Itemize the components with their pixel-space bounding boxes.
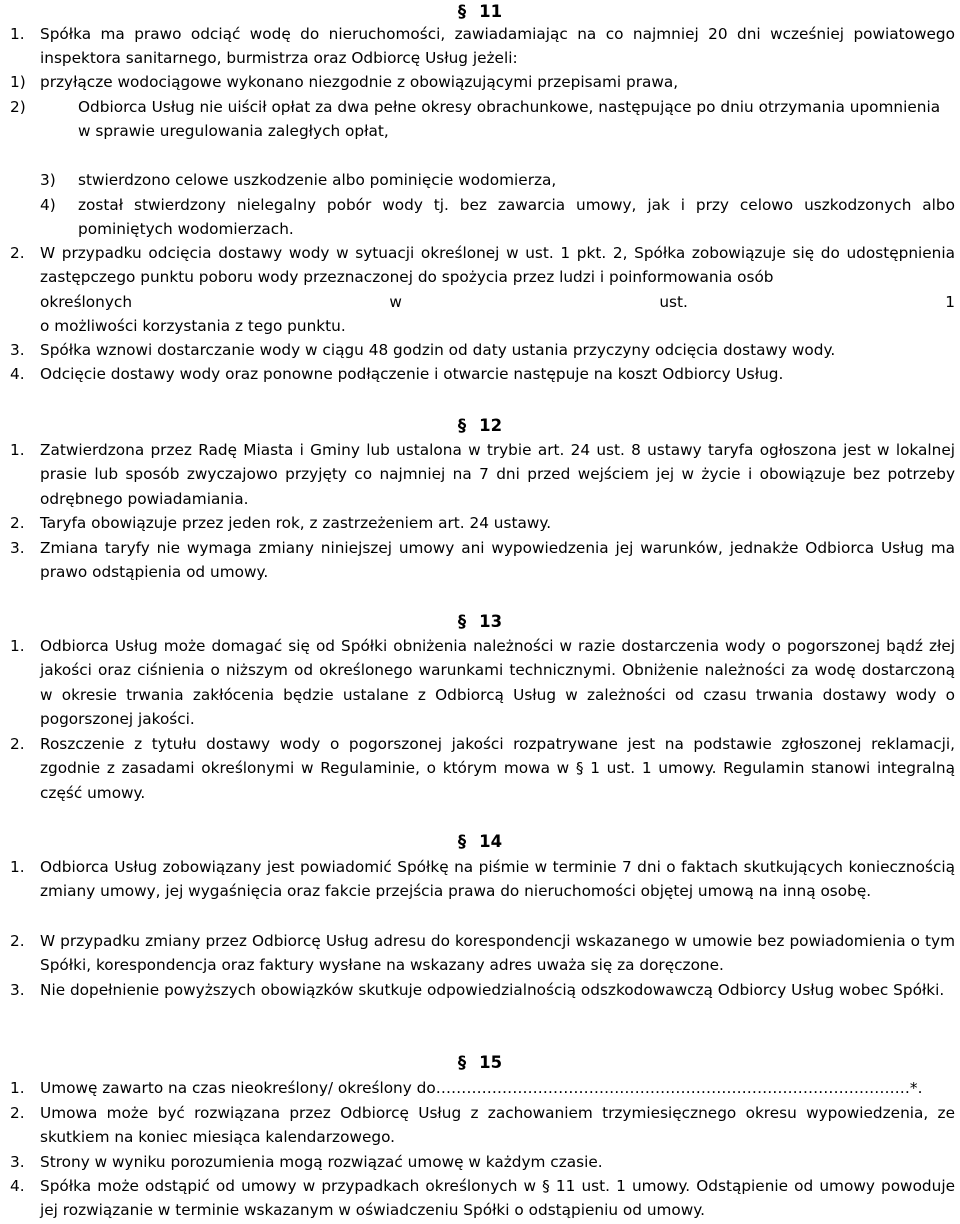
paragraph-15-2 (10, 1101, 955, 1150)
point-text: stwierdzono celowe uszkodzenie albo pominięcie wodomierza, (78, 171, 557, 189)
word: określonych (40, 292, 133, 311)
paragraph-13-1 (10, 634, 955, 731)
paragraph-number: 1. (10, 25, 25, 43)
paragraph-15-4 (10, 1174, 955, 1223)
paragraph-12-3 (10, 536, 955, 585)
paragraph-text-end: o możliwości korzystania z tego punktu. (40, 316, 346, 335)
paragraph-15-3 (10, 1150, 955, 1174)
paragraph-text: W przypadku zmiany przez Odbiorcę Usług adresu do korespondencji wskazanego w umowie bez powiadomienia o tym Spółki, korespondencja oraz faktury wysłane na wskazany adres uważa się za doręczone. (40, 932, 955, 975)
point-11-1-1 (10, 70, 955, 94)
word: 1 (945, 292, 955, 311)
paragraph-11-1 (10, 22, 955, 71)
paragraph-11-4 (10, 362, 955, 386)
paragraph-14-3 (10, 978, 955, 1002)
section-sign: § (457, 1053, 467, 1072)
paragraph-number: 1. (10, 858, 25, 876)
section-sign: § (457, 416, 467, 435)
point-11-1-2 (10, 95, 955, 144)
section-sign: § (457, 2, 467, 21)
paragraph-number: 1. (10, 441, 25, 459)
paragraph-text: Umowę zawarto na czas nieokreślony/ określony do…………………………………………………………………………………*. (40, 1079, 923, 1097)
paragraph-text: Umowa może być rozwiązana przez Odbiorcę Usług z zachowaniem trzymiesięcznego okresu wypowiedzenia, ze skutkiem na koniec miesiąca kalendarzowego. (40, 1104, 955, 1147)
point-number: 3) (40, 171, 56, 189)
section-heading-12 (0, 416, 960, 436)
paragraph-12-1 (10, 438, 955, 511)
section-number: 12 (479, 416, 503, 435)
paragraph-11-2 (10, 241, 955, 338)
paragraph-number: 2. (10, 932, 25, 950)
point-number: 1) (10, 73, 26, 91)
paragraph-14-1 (10, 855, 955, 904)
section-heading-14 (0, 832, 960, 852)
paragraph-text: Roszczenie z tytułu dostawy wody o pogorszonej jakości rozpatrywane jest na podstawie zgłoszonej reklamacji, zgodnie z zasadami określonymi w Regulaminie, o którym mowa w § 1 ust. 1 umowy. Regulamin stanowi integralną część umowy. (40, 735, 955, 802)
paragraph-number: 2. (10, 514, 25, 532)
section-heading-11 (0, 2, 960, 22)
paragraph-text: Zatwierdzona przez Radę Miasta i Gminy lub ustalona w trybie art. 24 ust. 8 ustawy taryfa ogłoszona jest w lokalnej prasie lub sposób zwyczajowo przyjęty co najmniej na 7 dni przed wejściem jej w życie i obowiązuje bez potrzeby odrębnego powiadamiania. (40, 441, 955, 508)
paragraph-number: 2. (10, 1104, 25, 1122)
section-heading-15 (0, 1053, 960, 1073)
point-11-1-3 (10, 168, 955, 192)
paragraph-number: 3. (10, 1153, 25, 1171)
section-heading-13 (0, 612, 960, 632)
point-number: 4) (40, 196, 56, 214)
section-number: 13 (479, 612, 503, 631)
point-11-1-4 (10, 193, 955, 242)
section-number: 11 (479, 2, 503, 21)
section-number: 14 (479, 832, 503, 851)
paragraph-number: 4. (10, 1177, 25, 1195)
point-text: przyłącze wodociągowe wykonano niezgodnie z obowiązującymi przepisami prawa, (40, 73, 679, 91)
word: ust. (659, 292, 688, 311)
paragraph-12-2 (10, 511, 955, 535)
paragraph-13-2 (10, 732, 955, 805)
paragraph-number: 1. (10, 1079, 25, 1097)
paragraph-number: 2. (10, 735, 25, 753)
paragraph-text: Zmiana taryfy nie wymaga zmiany niniejszej umowy ani wypowiedzenia jej warunków, jednakże Odbiorca Usług ma prawo odstąpienia od umowy. (40, 539, 955, 582)
section-sign: § (457, 832, 467, 851)
paragraph-11-3 (10, 338, 955, 362)
paragraph-text: Nie dopełnienie powyższych obowiązków skutkuje odpowiedzialnością odszkodowawczą Odbiorcy Usług wobec Spółki. (40, 981, 945, 999)
paragraph-number: 1. (10, 637, 25, 655)
paragraph-text: Odbiorca Usług może domagać się od Spółki obniżenia należności w razie dostarczenia wody o pogorszonej bądź złej jakości oraz ciśnienia o niższym od określonego warunkami technicznymi. Obniżenie należności za wodę dostarczoną w okresie trwania zakłócenia będzie ustalane z Odbiorcą Usług w zależności od czasu trwania dostawy wody o pogorszonej jakości. (40, 637, 955, 728)
section-sign: § (457, 612, 467, 631)
paragraph-number: 2. (10, 244, 25, 262)
paragraph-number: 3. (10, 981, 25, 999)
paragraph-14-2 (10, 929, 955, 978)
paragraph-15-1 (10, 1076, 955, 1100)
paragraph-number: 3. (10, 341, 25, 359)
paragraph-text: Spółka wznowi dostarczanie wody w ciągu 48 godzin od daty ustania przyczyny odcięcia dostawy wody. (40, 341, 836, 359)
paragraph-text: Taryfa obowiązuje przez jeden rok, z zastrzeżeniem art. 24 ustawy. (40, 514, 552, 532)
paragraph-text: Strony w wyniku porozumienia mogą rozwiązać umowę w każdym czasie. (40, 1153, 603, 1171)
point-number: 2) (10, 98, 26, 116)
paragraph-number: 4. (10, 365, 25, 383)
word: w (389, 292, 402, 311)
paragraph-text: W przypadku odcięcia dostawy wody w sytuacji określonej w ust. 1 pkt. 2, Spółka zobowiązuje się do udostępnienia zastępczego punktu poboru wody przeznaczonej do spożycia przez ludzi i poinformowania osób (40, 244, 955, 287)
section-number: 15 (479, 1053, 503, 1072)
paragraph-text: Odbiorca Usług zobowiązany jest powiadomić Spółkę na piśmie w terminie 7 dni o faktach skutkujących koniecznością zmiany umowy, jej wygaśnięcia oraz fakcie przejścia prawa do nieruchomości objętej umową na inną osobę. (40, 858, 955, 901)
paragraph-text: Spółka ma prawo odciąć wodę do nieruchomości, zawiadamiając na co najmniej 20 dni wcześniej powiatowego inspektora sanitarnego, burmistrza oraz Odbiorcę Usług jeżeli: (40, 25, 955, 68)
paragraph-number: 3. (10, 539, 25, 557)
paragraph-text: Odcięcie dostawy wody oraz ponowne podłączenie i otwarcie następuje na koszt Odbiorcy Usług. (40, 365, 784, 383)
point-text-continued: w sprawie uregulowania zaległych opłat, (78, 122, 389, 141)
paragraph-justified-line (40, 290, 955, 314)
point-text: Odbiorca Usług nie uiścił opłat za dwa pełne okresy obrachunkowe, następujące po dniu otrzymania upomnienia (78, 98, 941, 116)
point-text: został stwierdzony nielegalny pobór wody tj. bez zawarcia umowy, jak i przy celowo uszkodzonych albo pominiętych wodomierzach. (78, 196, 955, 239)
paragraph-text: Spółka może odstąpić od umowy w przypadkach określonych w § 11 ust. 1 umowy. Odstąpienie od umowy powoduje jej rozwiązanie w terminie wskazanym w oświadczeniu Spółki o odstąpieniu od umowy. (40, 1177, 955, 1220)
